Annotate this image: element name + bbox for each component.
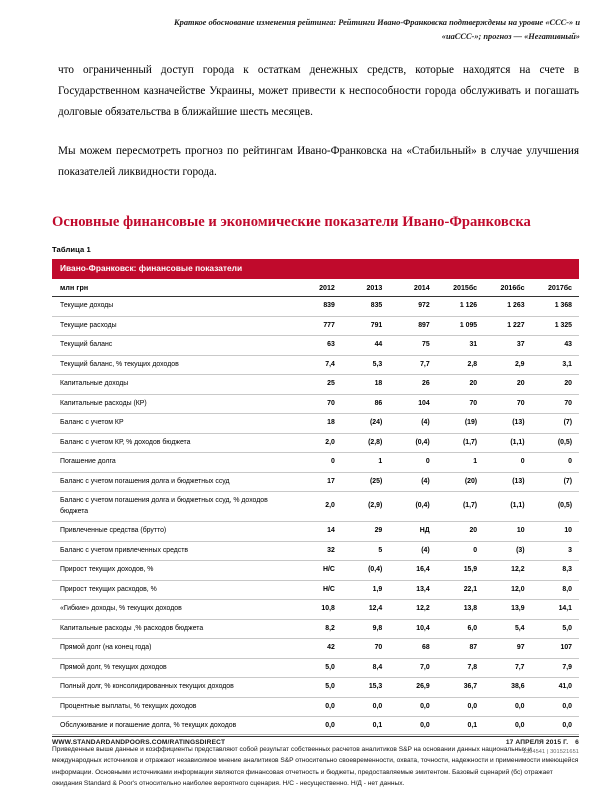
row-label: Баланс с учетом привлеченных средств [52, 541, 294, 561]
row-value: 0 [437, 541, 484, 561]
row-label: Текущий баланс [52, 336, 294, 356]
table-row [52, 522, 579, 542]
table-row [52, 580, 579, 600]
row-value: 3,1 [532, 355, 579, 375]
row-value: 5 [342, 541, 389, 561]
row-value: 18 [294, 414, 341, 434]
row-value: 5,4 [484, 619, 531, 639]
row-label: Текущие расходы [52, 316, 294, 336]
row-value: 75 [389, 336, 436, 356]
row-value: 41,0 [532, 678, 579, 698]
row-value: (7) [532, 472, 579, 492]
row-value: 5,0 [294, 678, 341, 698]
row-value: 0,0 [532, 697, 579, 717]
row-value: НД [389, 522, 436, 542]
row-value: 14 [294, 522, 341, 542]
row-value: 17 [294, 472, 341, 492]
row-value: 972 [389, 297, 436, 317]
row-value: (7) [532, 414, 579, 434]
table-row [52, 658, 579, 678]
row-value: (0,5) [532, 492, 579, 522]
row-value: 835 [342, 297, 389, 317]
row-value: 6,0 [437, 619, 484, 639]
row-value: 20 [437, 375, 484, 395]
row-value: 7,9 [532, 658, 579, 678]
table-head [52, 279, 579, 297]
row-label: Баланс с учетом КР, % доходов бюджета [52, 433, 294, 453]
row-value: 0 [532, 453, 579, 473]
row-value: 18 [342, 375, 389, 395]
financial-table-region [0, 245, 615, 790]
row-value: 1 227 [484, 316, 531, 336]
row-value: 12,2 [389, 600, 436, 620]
row-value: 0,0 [294, 717, 341, 737]
row-label: Текущие доходы [52, 297, 294, 317]
row-value: (1,1) [484, 492, 531, 522]
row-value: 13,4 [389, 580, 436, 600]
row-value: (13) [484, 472, 531, 492]
row-value: (20) [437, 472, 484, 492]
row-value: 2,8 [437, 355, 484, 375]
footer-date: 17 АПРЕЛЯ 2015 Г. [505, 739, 569, 746]
row-label: Прирост текущих расходов, % [52, 580, 294, 600]
row-value: 31 [437, 336, 484, 356]
row-value: 70 [484, 394, 531, 414]
row-value: 7,8 [437, 658, 484, 678]
table-row [52, 639, 579, 659]
table-row [52, 453, 579, 473]
table-header-row [52, 279, 579, 297]
row-value: 8,3 [532, 561, 579, 581]
row-value: 1 368 [532, 297, 579, 317]
row-value: 1 263 [484, 297, 531, 317]
table-row [52, 394, 579, 414]
row-value: 8,4 [342, 658, 389, 678]
row-value: 70 [437, 394, 484, 414]
row-value: 104 [389, 394, 436, 414]
row-value: 8,0 [532, 580, 579, 600]
row-value: 86 [342, 394, 389, 414]
row-value: 0 [389, 453, 436, 473]
row-label: Процентные выплаты, % текущих доходов [52, 697, 294, 717]
row-value: 22,1 [437, 580, 484, 600]
row-value: 7,7 [389, 355, 436, 375]
row-label: Привлеченные средства (брутто) [52, 522, 294, 542]
row-value: 0,0 [484, 697, 531, 717]
row-value: (2,9) [342, 492, 389, 522]
row-value: 0 [294, 453, 341, 473]
row-value: 1,9 [342, 580, 389, 600]
table-title-band: Ивано-Франковск: финансовые показатели [52, 259, 579, 279]
row-value: (24) [342, 414, 389, 434]
paragraph: Мы можем пересмотреть прогноз по рейтингам Ивано-Франковска на «Стабильный» в случае улучшения показателей ликвидности города. [58, 145, 579, 178]
row-value: 13,9 [484, 600, 531, 620]
row-value: (1,1) [484, 433, 531, 453]
row-value: 37 [484, 336, 531, 356]
footer-reference-id: 1394541 | 301521651 [522, 749, 579, 755]
row-value: 0,0 [389, 717, 436, 737]
row-value: (4) [389, 414, 436, 434]
row-value: 36,7 [437, 678, 484, 698]
running-header-line-1: Краткое обоснование изменения рейтинга: Рейтинги Ивано-Франковска подтверждены на уровне «ССС-» и [174, 18, 580, 27]
row-value: 0,0 [532, 717, 579, 737]
row-value: 3 [532, 541, 579, 561]
row-value: 0 [484, 453, 531, 473]
running-header [0, 0, 615, 44]
row-value: 43 [532, 336, 579, 356]
row-value: 63 [294, 336, 341, 356]
row-value: 0,0 [294, 697, 341, 717]
row-value: (2,8) [342, 433, 389, 453]
table-row [52, 600, 579, 620]
table-row [52, 678, 579, 698]
footer-row [52, 734, 579, 746]
row-value: 2,0 [294, 492, 341, 522]
column-header-2016: 2016бс [484, 279, 531, 297]
table-footnote: Приведенные выше данные и коэффициенты представляют собой результат собственных расчетов аналитиков S&P на основании данных национальных и международных источников и отражают независимое мнение аналитиков S&P относительно своевременности, охвата, точности, надежности и применимости имеющейся информации. Основными источниками информации являются финансовая отчетность и бюджеты, предоставляемые эмитентом. Базовый сценарий (бс) отражает ожидания Standard & Poor's относительно наиболее вероятного сценария. Н/С - несущественно. Н/Д - нет данных. [52, 745, 579, 788]
row-value: 1 325 [532, 316, 579, 336]
row-value: 9,8 [342, 619, 389, 639]
row-value: Н/С [294, 561, 341, 581]
row-value: 0,0 [389, 697, 436, 717]
column-header-2017: 2017бс [532, 279, 579, 297]
row-value: (25) [342, 472, 389, 492]
row-value: 5,0 [294, 658, 341, 678]
row-value: 68 [389, 639, 436, 659]
column-header-unit: млн грн [52, 279, 294, 297]
table-row [52, 433, 579, 453]
row-label: Баланс с учетом КР [52, 414, 294, 434]
column-header-2015: 2015бс [437, 279, 484, 297]
row-value: 1 [342, 453, 389, 473]
row-value: (3) [484, 541, 531, 561]
row-value: 5,0 [532, 619, 579, 639]
row-value: (13) [484, 414, 531, 434]
table-row [52, 414, 579, 434]
row-value: 791 [342, 316, 389, 336]
column-header-2013: 2013 [342, 279, 389, 297]
row-value: 13,8 [437, 600, 484, 620]
row-value: 777 [294, 316, 341, 336]
row-value: (0,4) [342, 561, 389, 581]
row-value: 10,4 [389, 619, 436, 639]
row-value: 26,9 [389, 678, 436, 698]
row-value: 26 [389, 375, 436, 395]
row-label: Баланс с учетом погашения долга и бюджетных ссуд [52, 472, 294, 492]
row-value: 7,0 [389, 658, 436, 678]
table-row [52, 297, 579, 317]
row-value: 15,9 [437, 561, 484, 581]
row-value: (0,4) [389, 433, 436, 453]
row-label: Прямой долг (на конец года) [52, 639, 294, 659]
row-value: 5,3 [342, 355, 389, 375]
table-row [52, 561, 579, 581]
table-row [52, 375, 579, 395]
row-value: 38,6 [484, 678, 531, 698]
row-value: 42 [294, 639, 341, 659]
table-body [52, 297, 579, 737]
row-label: Обслуживание и погашение долга, % текущих доходов [52, 717, 294, 737]
footer-page-number: 6 [575, 739, 579, 746]
row-value: 20 [484, 375, 531, 395]
row-value: 10 [484, 522, 531, 542]
row-value: 70 [342, 639, 389, 659]
table-row [52, 492, 579, 522]
row-value: 0,1 [437, 717, 484, 737]
column-header-2014: 2014 [389, 279, 436, 297]
row-value: (0,4) [389, 492, 436, 522]
row-value: 29 [342, 522, 389, 542]
row-value: 20 [532, 375, 579, 395]
row-value: (4) [389, 541, 436, 561]
table-row [52, 472, 579, 492]
table-row [52, 336, 579, 356]
row-label: Текущий баланс, % текущих доходов [52, 355, 294, 375]
body-text [0, 44, 615, 183]
row-value: (1,7) [437, 492, 484, 522]
row-value: 1 [437, 453, 484, 473]
row-label: Прямой долг, % текущих доходов [52, 658, 294, 678]
row-value: 10,8 [294, 600, 341, 620]
table-caption: Таблица 1 [52, 245, 91, 254]
row-value: (4) [389, 472, 436, 492]
row-label: Полный долг, % консолидированных текущих доходов [52, 678, 294, 698]
row-label: Капитальные расходы (КР) [52, 394, 294, 414]
row-value: Н/С [294, 580, 341, 600]
row-value: 107 [532, 639, 579, 659]
row-label: Баланс с учетом погашения долга и бюджетных ссуд, % доходов бюджета [52, 492, 294, 522]
table-row [52, 619, 579, 639]
running-header-line-2: «uaCCC-»; прогноз — «Негативный» [441, 32, 580, 41]
row-value: 97 [484, 639, 531, 659]
row-value: 12,2 [484, 561, 531, 581]
table-row [52, 316, 579, 336]
row-value: 1 095 [437, 316, 484, 336]
row-value: 12,0 [484, 580, 531, 600]
row-value: 70 [294, 394, 341, 414]
column-header-2012: 2012 [294, 279, 341, 297]
financial-indicators-table [52, 279, 579, 737]
row-value: 87 [437, 639, 484, 659]
row-value: 70 [532, 394, 579, 414]
row-value: 12,4 [342, 600, 389, 620]
row-value: 44 [342, 336, 389, 356]
row-value: (19) [437, 414, 484, 434]
row-value: 0,0 [342, 697, 389, 717]
row-value: 2,0 [294, 433, 341, 453]
row-value: 32 [294, 541, 341, 561]
row-value: 8,2 [294, 619, 341, 639]
table-row [52, 541, 579, 561]
page-footer [0, 734, 615, 755]
row-value: 0,0 [484, 717, 531, 737]
row-value: 10 [532, 522, 579, 542]
paragraph: что ограниченный доступ города к остаткам денежных средств, которые находятся на счете в Государственном казначействе Украины, может привести к неспособности города обслуживать и погашать долговые обязательства в ближайшие шесть месяцев. [58, 64, 579, 118]
table-row [52, 355, 579, 375]
row-value: 1 126 [437, 297, 484, 317]
row-value: 7,7 [484, 658, 531, 678]
row-value: 14,1 [532, 600, 579, 620]
table-row [52, 697, 579, 717]
row-value: 2,9 [484, 355, 531, 375]
row-value: (0,5) [532, 433, 579, 453]
row-value: 0,0 [437, 697, 484, 717]
row-label: Капитальные доходы [52, 375, 294, 395]
section-heading: Основные финансовые и экономические показатели Ивано-Франковска [52, 214, 531, 230]
row-label: «Гибкие» доходы, % текущих доходов [52, 600, 294, 620]
row-value: 16,4 [389, 561, 436, 581]
row-value: 20 [437, 522, 484, 542]
footer-website-url[interactable]: WWW.STANDARDANDPOORS.COM/RATINGSDIRECT [52, 739, 226, 746]
row-value: 897 [389, 316, 436, 336]
row-value: 839 [294, 297, 341, 317]
row-label: Капитальные расходы ,% расходов бюджета [52, 619, 294, 639]
row-value: (1,7) [437, 433, 484, 453]
row-value: 15,3 [342, 678, 389, 698]
row-value: 25 [294, 375, 341, 395]
row-value: 0,1 [342, 717, 389, 737]
row-label: Погашение долга [52, 453, 294, 473]
row-label: Прирост текущих доходов, % [52, 561, 294, 581]
row-value: 7,4 [294, 355, 341, 375]
footer-date-and-page [506, 739, 579, 746]
